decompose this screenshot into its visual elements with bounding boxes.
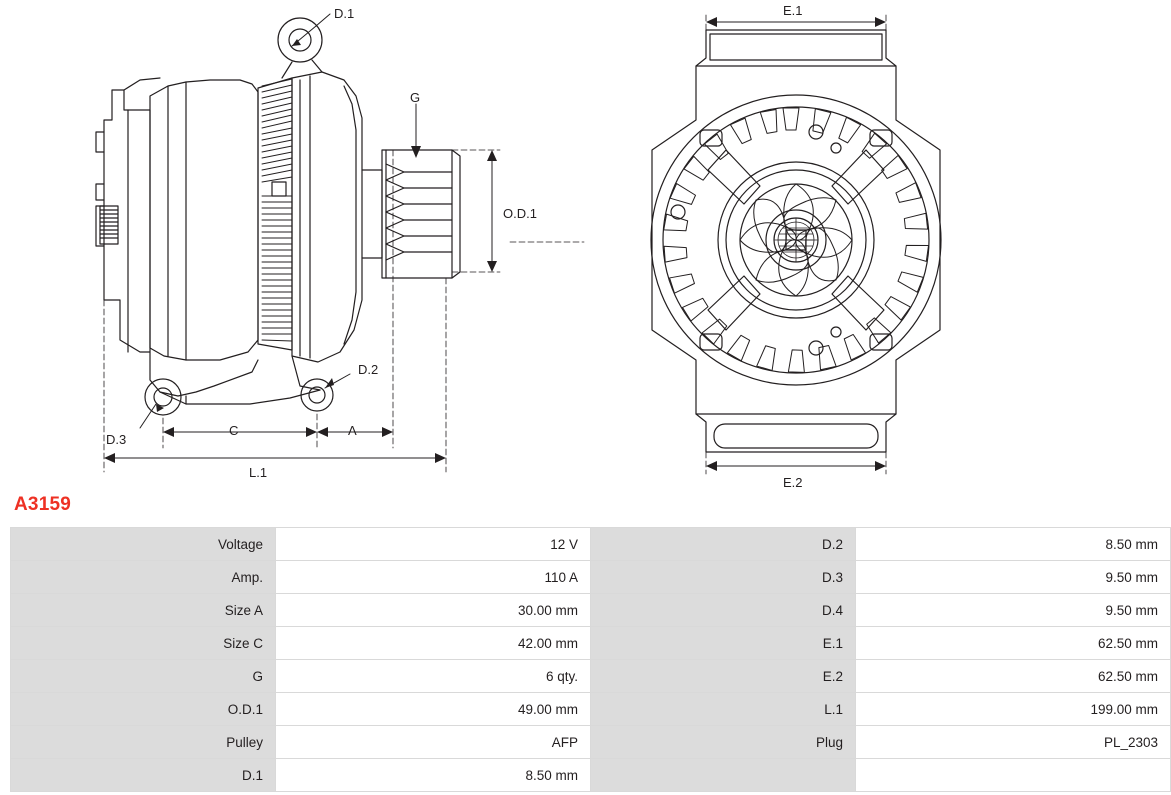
spec-value: 9.50 mm [856,561,1171,594]
spec-label: L.1 [591,693,856,726]
spec-label: D.4 [591,594,856,627]
spec-label: G [11,660,276,693]
label-g: G [410,90,421,105]
table-row [11,660,1171,693]
spec-label: Amp. [11,561,276,594]
spec-value: 9.50 mm [856,594,1171,627]
spec-value: 110 A [276,561,591,594]
spec-value-empty [856,759,1171,792]
spec-value: 6 qty. [276,660,591,693]
spec-label: E.2 [591,660,856,693]
label-d2: D.2 [358,362,379,377]
table-row [11,594,1171,627]
table-row [11,759,1171,792]
table-row [11,528,1171,561]
label-a: A [348,423,357,438]
spec-value: 12 V [276,528,591,561]
spec-value: 30.00 mm [276,594,591,627]
specifications-table [10,527,1171,792]
label-d1: D.1 [334,6,355,21]
table-row [11,726,1171,759]
spec-label: Pulley [11,726,276,759]
spec-value: 62.50 mm [856,627,1171,660]
spec-value: AFP [276,726,591,759]
spec-value: 49.00 mm [276,693,591,726]
spec-value: 62.50 mm [856,660,1171,693]
label-od1: O.D.1 [503,206,537,221]
label-d3: D.3 [106,432,127,447]
spec-label: D.2 [591,528,856,561]
spec-label: Plug [591,726,856,759]
spec-value: PL_2303 [856,726,1171,759]
label-e1: E.1 [783,3,803,18]
spec-value: 199.00 mm [856,693,1171,726]
part-code: A3159 [14,494,71,515]
spec-value: 8.50 mm [856,528,1171,561]
spec-label: E.1 [591,627,856,660]
spec-label: Voltage [11,528,276,561]
table-row [11,693,1171,726]
spec-label: D.3 [591,561,856,594]
spec-label: D.1 [11,759,276,792]
spec-label: Size C [11,627,276,660]
spec-value: 8.50 mm [276,759,591,792]
label-c: C [229,423,239,438]
spec-label-empty [591,759,856,792]
label-l1: L.1 [249,465,268,480]
spec-value: 42.00 mm [276,627,591,660]
table-row [11,561,1171,594]
table-row [11,627,1171,660]
spec-label: Size A [11,594,276,627]
label-e2: E.2 [783,475,803,490]
spec-label: O.D.1 [11,693,276,726]
